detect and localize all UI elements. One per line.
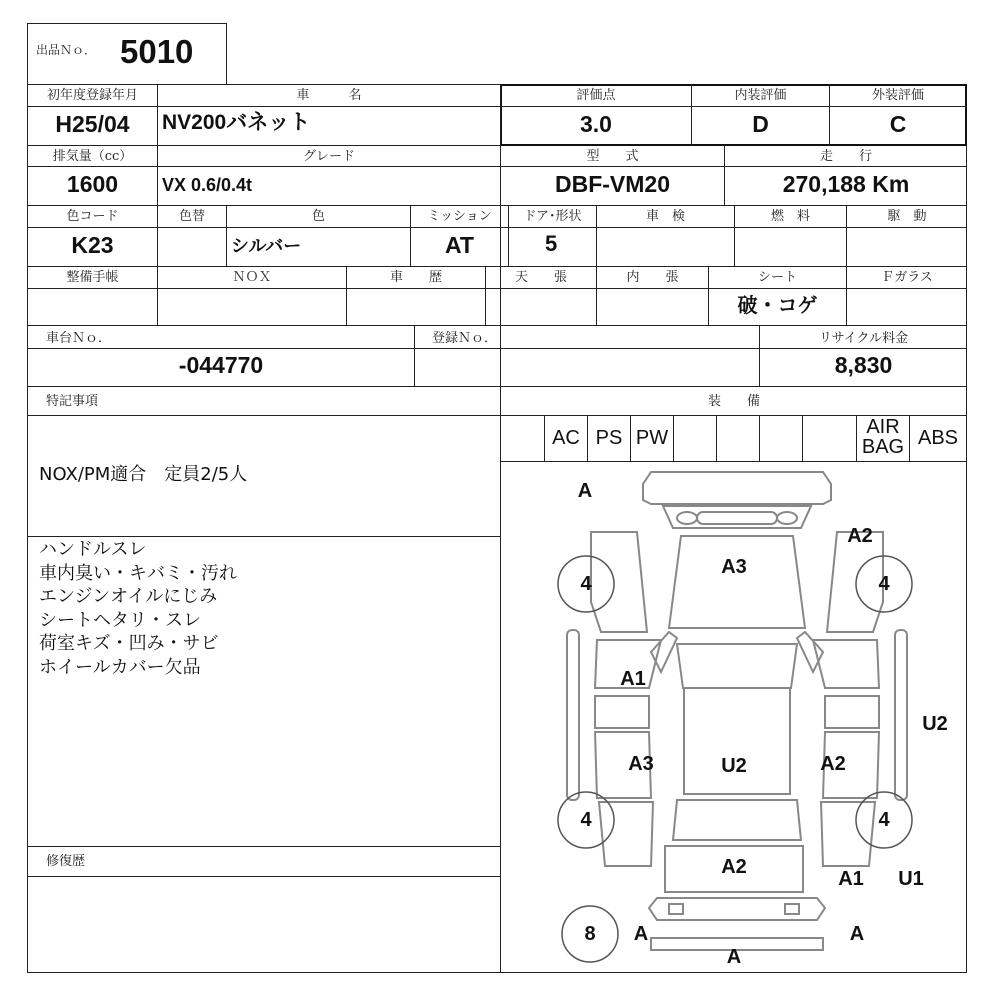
- remarks-note-5: 荷室キズ・凹み・サビ: [39, 633, 219, 654]
- score-label: 評価点: [576, 88, 616, 103]
- equipment-airbag-top: AIR: [866, 416, 900, 438]
- mileage-label: 走 行: [819, 149, 872, 164]
- door-value: 5: [545, 231, 558, 256]
- model-value: DBF-VM20: [554, 171, 670, 197]
- mark-roof: U2: [721, 755, 747, 777]
- repair-history-label: 修復歴: [46, 854, 86, 869]
- color-code-label: 色コード: [66, 209, 119, 224]
- grade-label: グレード: [302, 149, 355, 164]
- mark-hood: A3: [721, 556, 747, 578]
- car-name-value: NV200バネット: [162, 111, 311, 134]
- remarks-line1: NOX/PM適合 定員2/5人: [39, 464, 248, 485]
- maintenance-record-label: 整備手帳: [66, 270, 119, 285]
- displacement-value: 1600: [66, 171, 119, 197]
- mission-label: ミッション: [427, 209, 492, 224]
- model-label: 型 式: [586, 149, 639, 164]
- mark-right-side: U2: [922, 713, 948, 735]
- mark-rear-bumper-left: A: [633, 923, 649, 945]
- tire-rear-left: 4: [580, 809, 592, 831]
- remarks-note-1: ハンドルスレ: [39, 539, 147, 560]
- recycle-label: リサイクル料金: [818, 331, 909, 346]
- repaint-label: 色替: [178, 209, 205, 224]
- color-code-value: K23: [71, 232, 114, 258]
- car-name-label: 車 名: [296, 88, 362, 103]
- drive-label: 駆 動: [887, 209, 927, 224]
- tire-spare: 8: [584, 923, 596, 945]
- remarks-note-2: 車内臭い・キバミ・汚れ: [39, 562, 237, 584]
- recycle-value: 8,830: [834, 352, 893, 378]
- mark-back-door: A2: [721, 856, 747, 878]
- mark-right-rear-fender: A1: [838, 868, 864, 890]
- fuel-label: 燃 料: [770, 209, 810, 224]
- seat-label: シート: [757, 270, 797, 285]
- first-reg-value: H25/04: [55, 111, 130, 137]
- equipment-abs: ABS: [917, 427, 959, 449]
- exterior-value: C: [889, 111, 907, 137]
- color-label: 色: [311, 209, 325, 224]
- chassis-value: -044770: [178, 352, 264, 378]
- remarks-note-3: エンジンオイルにじみ: [39, 586, 218, 607]
- nox-label: ＮＯＸ: [232, 270, 272, 285]
- lot-number: 5010: [120, 33, 194, 70]
- equipment-label: 装 備: [707, 394, 760, 409]
- chassis-label: 車台Ｎｏ．: [46, 331, 112, 346]
- grade-value: VX 0.6/0.4t: [162, 175, 253, 195]
- history-label: 車 歴: [389, 270, 442, 285]
- door-label: ドア･形状: [523, 209, 582, 224]
- inner-label: 内 張: [626, 270, 679, 285]
- roof-label: 天 張: [514, 270, 567, 285]
- mark-front-right-fender: A2: [847, 525, 873, 547]
- mileage-value: 270,188 Km: [782, 171, 910, 197]
- equipment-ps: PS: [595, 427, 623, 449]
- mark-rear-bumper-bottom: A: [726, 946, 742, 968]
- registration-label: 登録Ｎｏ．: [432, 331, 498, 346]
- exterior-label: 外装評価: [871, 88, 924, 103]
- vehicle-diagram: [501, 462, 966, 972]
- mission-value: AT: [445, 232, 474, 258]
- equipment-ac: AC: [552, 427, 580, 449]
- remarks-note-4: シートヘタリ・スレ: [39, 609, 201, 631]
- mark-rear-bumper-right: A: [849, 923, 865, 945]
- inspection-label: 車 検: [645, 209, 685, 224]
- tire-rear-right: 4: [878, 809, 890, 831]
- lot-number-label: 出品Ｎｏ．: [36, 43, 97, 57]
- glass-label: Ｆガラス: [881, 270, 933, 285]
- interior-value: D: [752, 111, 769, 137]
- equipment-pw: PW: [635, 427, 669, 449]
- tire-front-right: 4: [878, 573, 890, 595]
- mark-left-rear-door: A3: [628, 753, 654, 775]
- seat-value: 破・コゲ: [737, 293, 818, 317]
- color-value: シルバー: [231, 236, 302, 256]
- displacement-label: 排気量（cc）: [52, 149, 133, 164]
- equipment-airbag-bottom: BAG: [861, 436, 905, 458]
- first-reg-label: 初年度登録年月: [46, 88, 138, 103]
- mark-left-front-door: A1: [620, 668, 646, 690]
- mark-right-rear-corner: U1: [898, 868, 924, 890]
- mark-right-rear-door: A2: [820, 753, 846, 775]
- tire-front-left: 4: [580, 573, 592, 595]
- score-value: 3.0: [580, 111, 612, 137]
- interior-label: 内装評価: [734, 88, 787, 103]
- mark-front-bumper: A: [577, 480, 593, 502]
- remarks-label: 特記事項: [46, 394, 99, 409]
- remarks-note-6: ホイールカバー欠品: [39, 656, 201, 678]
